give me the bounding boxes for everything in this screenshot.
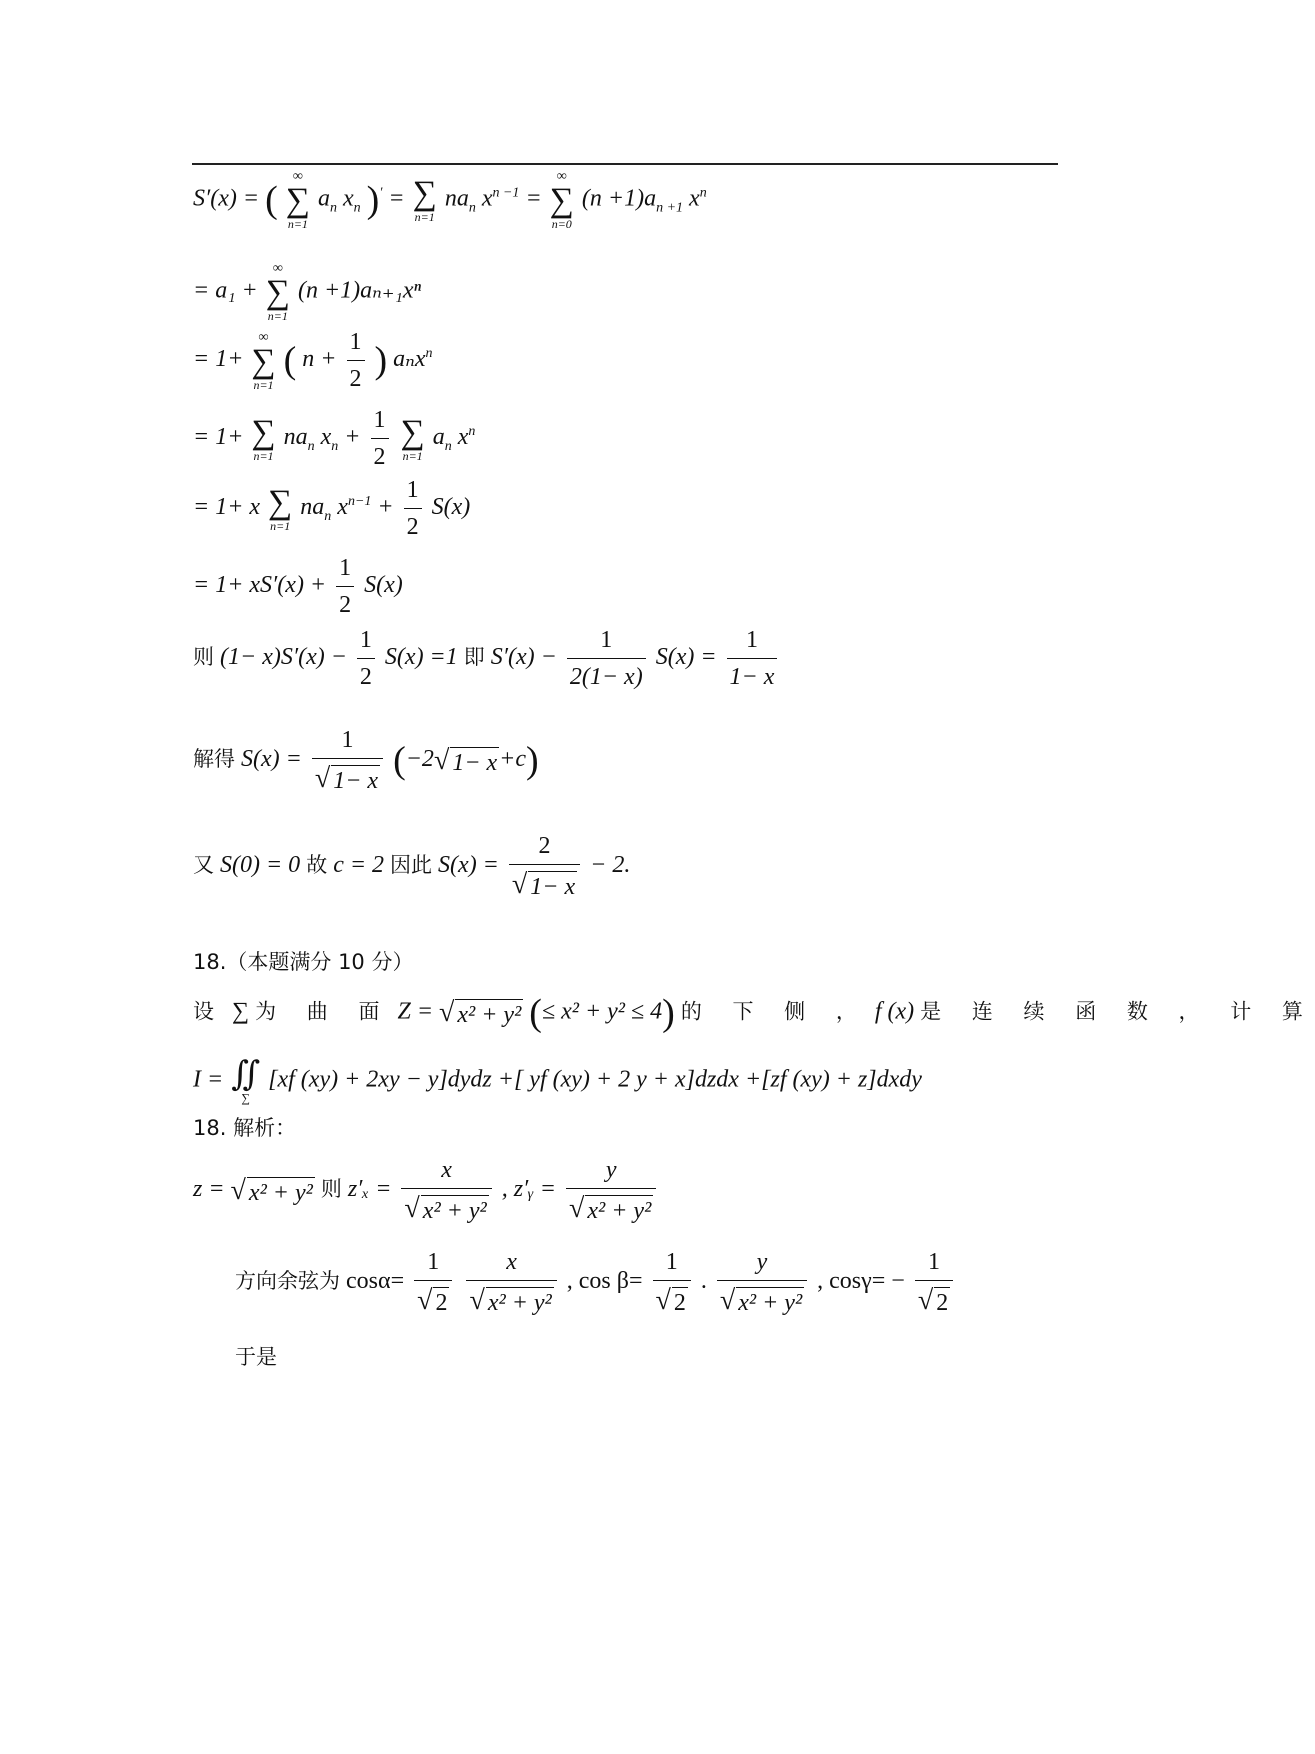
eq-text: z =	[193, 1176, 225, 1203]
sum-lower: n=1	[267, 309, 288, 323]
square-root: √ 1− x	[433, 744, 498, 776]
eq-text: I =	[193, 1066, 224, 1093]
eq-text: .	[700, 1268, 707, 1295]
frac-num: 1	[427, 1249, 440, 1275]
integral-symbol: ∬	[231, 1056, 261, 1093]
eq-text: S(x) =	[241, 746, 302, 773]
eq-text: S(x)	[431, 494, 471, 521]
eq-text: = 1+	[193, 346, 244, 373]
radicand: 1− x	[331, 765, 380, 793]
fraction	[312, 728, 383, 793]
frac-den: 2(1− x)	[567, 658, 646, 689]
eq-text: S(x) =	[655, 644, 717, 671]
eq-text: , cos β=	[566, 1268, 643, 1295]
square-root: √ x² + y²	[719, 1285, 803, 1316]
integral-subscript: ∑	[241, 1091, 250, 1105]
frac-num: 1	[745, 627, 758, 653]
eq-sub: n	[330, 200, 337, 216]
equation-line-2	[193, 262, 421, 322]
eq-text: − 2.	[590, 852, 631, 879]
cjk-text: 解得	[193, 747, 235, 772]
fraction	[915, 1250, 953, 1315]
radicand: x² + y²	[486, 1287, 554, 1315]
fraction	[653, 1250, 691, 1315]
square-root: √ 1− x	[511, 869, 576, 900]
summation: ∞ ∑ n=1	[285, 169, 310, 231]
problem-heading	[193, 952, 413, 973]
cjk-text: 是 连 续 函 数 ， 计 算	[920, 999, 1315, 1024]
eq-text: z′ₓ =	[347, 1176, 392, 1203]
frac-num: 1	[359, 627, 372, 653]
eq-text: x	[481, 185, 493, 212]
frac-den: 2	[357, 658, 375, 689]
cjk-text: 即	[463, 645, 485, 670]
frac-num: y	[756, 1249, 768, 1275]
eq-text: S(x) =1	[384, 644, 458, 671]
eq-text: S(x)	[364, 572, 403, 599]
eq-text: S′(x) −	[490, 644, 557, 671]
eq-text: ≤ x² + y² ≤ 4	[541, 998, 663, 1025]
eq-text: (n +1)aₙ₊₁xⁿ	[297, 277, 422, 304]
radicand: 2	[672, 1287, 688, 1315]
sum-upper: ∞	[258, 329, 269, 345]
eq-sub: n	[331, 438, 339, 454]
square-root: √ x² + y²	[469, 1285, 552, 1316]
eq-text: c = 2	[333, 852, 385, 879]
eq-sup: ′	[379, 185, 383, 201]
sum-lower: n=1	[402, 448, 423, 463]
square-root: √ 2	[655, 1285, 686, 1316]
eq-sub: n	[353, 200, 361, 216]
eq-text: [xf (xy) + 2xy − y]dydz +[ yf (xy) + 2 y + x]dzdx +[zf (xy) + z]dxdy	[268, 1066, 922, 1093]
eq-text: −2	[405, 746, 434, 773]
frac-num: x	[506, 1249, 517, 1275]
frac-num: y	[605, 1157, 617, 1183]
cjk-text: 则	[193, 645, 214, 670]
cjk-text: 方向余弦为	[235, 1269, 340, 1294]
eq-sub: n	[468, 200, 476, 216]
summation: ∞ ∑ n=1	[251, 329, 276, 392]
radicand: x² + y²	[455, 999, 523, 1027]
eq-sup: n	[425, 346, 433, 362]
sum-lower: n=1	[287, 217, 308, 231]
fraction	[357, 628, 375, 689]
radicand: x² + y²	[736, 1287, 804, 1315]
frac-den: 2	[404, 508, 422, 539]
cjk-text: 则	[320, 1177, 342, 1202]
frac-den: 2	[347, 360, 365, 391]
summation: ∑ n=1	[268, 483, 293, 533]
square-root: √ x² + y²	[569, 1193, 652, 1224]
radicand: 1− x	[528, 871, 577, 899]
summation: ∞ ∑ n=1	[265, 261, 290, 323]
eq-sub: n	[324, 508, 332, 524]
summation: ∑ n=1	[400, 413, 425, 463]
eq-text: , cosγ= −	[817, 1268, 905, 1295]
eq-text: na	[283, 424, 308, 451]
summation: ∑ n=1	[412, 175, 437, 224]
sum-upper: ∞	[292, 169, 303, 184]
eq-text: = 1+	[193, 424, 244, 451]
sum-lower: n=0	[551, 217, 572, 231]
eq-text: =	[525, 185, 542, 212]
fraction	[566, 1158, 656, 1223]
radicand: 2	[433, 1287, 449, 1315]
summation: ∞ ∑ n=0	[549, 169, 574, 231]
eq-sup: n	[699, 185, 707, 201]
eq-text: aₙx	[393, 346, 426, 373]
radicand: x² + y²	[247, 1177, 315, 1205]
sum-lower: n=1	[253, 377, 274, 392]
square-root: √ 2	[917, 1285, 949, 1316]
radicand: 1− x	[450, 747, 499, 775]
equation-line-7	[193, 628, 781, 689]
eq-text: = 1+ x	[193, 494, 261, 521]
fraction	[567, 628, 646, 689]
eq-text: cosα=	[346, 1268, 405, 1295]
fraction	[727, 628, 778, 689]
eq-text: z′ᵧ =	[513, 1176, 557, 1203]
eq-text: = a₁ +	[193, 277, 258, 304]
eq-text: x	[689, 185, 700, 212]
eq-sub: n +1	[656, 200, 684, 216]
sum-upper: ∞	[556, 169, 567, 184]
cjk-text: 为 曲 面	[255, 999, 392, 1024]
sum-lower: n=1	[270, 518, 291, 533]
eq-sub: n	[444, 438, 452, 454]
frac-num: 1	[349, 329, 362, 355]
eq-text: na	[300, 494, 325, 521]
radicand: x² + y²	[421, 1195, 489, 1223]
cjk-text: 故	[306, 853, 328, 878]
eq-text: x	[337, 494, 348, 521]
fraction	[717, 1250, 807, 1315]
solution-z-line	[193, 1158, 660, 1223]
fraction	[404, 478, 422, 539]
integral-line	[193, 1058, 922, 1104]
frac-num: 1	[600, 627, 613, 653]
fraction	[336, 556, 354, 617]
eq-text: x	[457, 424, 469, 451]
eq-text: S(0) = 0	[220, 852, 301, 879]
header-rule	[192, 163, 1058, 165]
radicand: 2	[934, 1287, 950, 1315]
eq-text: (1− x)S′(x) −	[220, 644, 347, 671]
square-root: √ 1− x	[314, 763, 379, 794]
sigma-symbol: ∑	[232, 998, 250, 1025]
frac-num: 1	[665, 1249, 678, 1275]
frac-den: 1− x	[727, 658, 778, 689]
frac-num: x	[441, 1157, 452, 1183]
eq-text: =	[388, 185, 405, 212]
eq-text: a	[432, 424, 445, 451]
problem-heading-text: 18.（本题满分 10 分）	[193, 950, 414, 974]
fraction	[371, 408, 389, 469]
cjk-text: 又	[193, 853, 214, 878]
cjk-text: 设	[193, 999, 226, 1024]
equation-line-3: = 1+ ∞ ∑ n=1 ( n + $\frac{1}{2}$ ) aₙx$^n$	[193, 329, 433, 392]
eq-text: +	[344, 424, 361, 451]
problem-statement: 设 ∑ 为 曲 面 Z = √ x² + y² (≤ x² + y² ≤ 4) 的 下 侧 ， f (x) 是 连 续 函 数 ， 计 算	[193, 992, 1315, 1034]
equation-line-8: 解得 S(x) = 1 √ 1− x (−2 √ 1− x +c)	[193, 727, 539, 794]
fraction	[414, 1250, 452, 1315]
solution-heading	[193, 1118, 296, 1139]
eq-sub: n	[307, 438, 315, 454]
eq-text: S(x) =	[438, 852, 499, 879]
eq-text: +	[377, 494, 394, 521]
eq-sup: n −1	[492, 185, 520, 201]
sum-lower: n=1	[253, 448, 274, 463]
summation: ∑ n=1	[251, 413, 276, 463]
sum-upper: ∞	[272, 261, 283, 276]
frac-num: 2	[538, 833, 551, 859]
frac-num: 1	[339, 555, 352, 581]
fraction	[401, 1158, 491, 1223]
eq-text: f (x)	[874, 998, 915, 1025]
frac-num: 1	[373, 407, 386, 433]
eq-text: Z =	[397, 998, 434, 1025]
eq-text: (n +1)a	[581, 185, 657, 212]
cjk-text: 因此	[390, 853, 433, 878]
cjk-text: 的 下 侧 ，	[680, 999, 869, 1024]
direction-cosines-line	[235, 1250, 957, 1315]
frac-den: 2	[371, 438, 389, 469]
eq-text: x	[320, 424, 332, 451]
radicand: x² + y²	[585, 1195, 653, 1223]
equation-line-6	[193, 556, 403, 617]
frac-num: 1	[406, 477, 419, 503]
solution-heading-text: 18. 解析：	[193, 1116, 297, 1140]
eq-text: S′(x) =	[193, 185, 260, 212]
eq-text: +c	[499, 746, 527, 773]
therefore-line	[235, 1345, 277, 1369]
eq-text: x	[343, 185, 354, 212]
eq-text: na	[444, 185, 469, 212]
square-root: √ x² + y²	[404, 1193, 487, 1224]
eq-text: = 1+ xS′(x) +	[193, 572, 327, 599]
fraction	[347, 330, 365, 391]
eq-text: a	[318, 185, 330, 212]
fraction	[509, 834, 580, 899]
eq-sup: n−1	[347, 494, 372, 510]
eq-sup: n	[468, 424, 476, 440]
frac-den: 2	[336, 586, 354, 617]
equation-line-4	[193, 408, 475, 469]
square-root: √ 2	[417, 1285, 448, 1316]
cjk-text: 于是	[235, 1345, 277, 1369]
square-root: √ x² + y²	[230, 1174, 313, 1206]
equation-line-9	[193, 834, 630, 899]
sum-lower: n=1	[414, 210, 435, 224]
eq-text: ,	[501, 1176, 508, 1203]
eq-text: n +	[302, 346, 337, 373]
equation-line-5	[193, 478, 470, 539]
frac-num: 1	[928, 1249, 940, 1275]
equation-line-1: S′(x) = ( ∞ ∑ n=1 $a_n$ $x_n$ )′ = ∑ n=1 $na_n$ $x^{n -1}$ = ∞ ∑ n=0 $(n +1)a_{n +1}$ $x^n$	[193, 169, 707, 231]
double-integral	[231, 1058, 260, 1104]
fraction	[466, 1250, 556, 1315]
frac-num: 1	[341, 727, 354, 753]
square-root: √ x² + y²	[439, 997, 522, 1028]
